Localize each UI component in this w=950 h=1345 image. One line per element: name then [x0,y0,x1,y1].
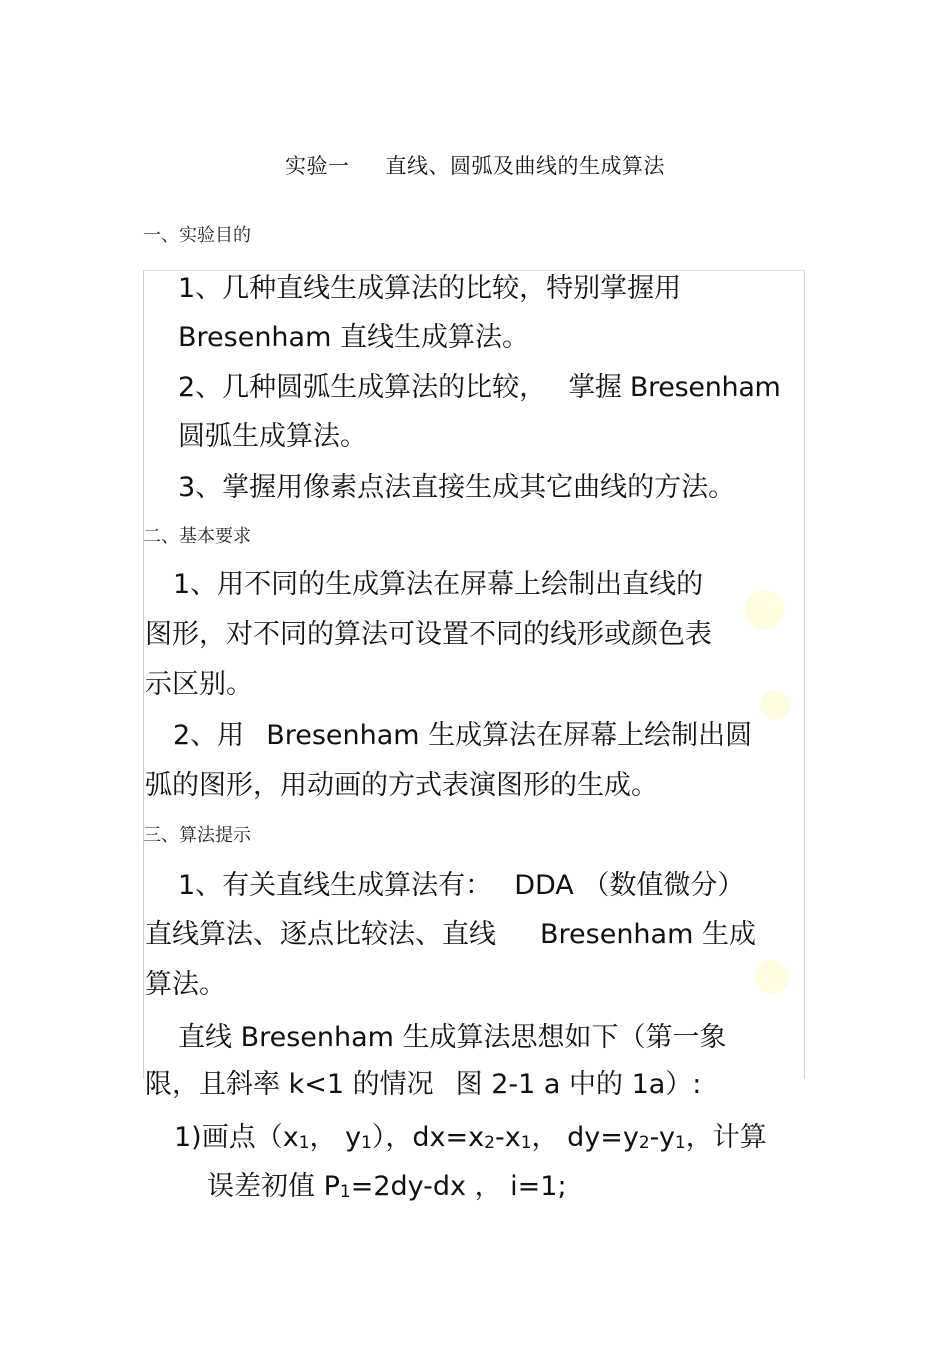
requirements-line-1: 1、用不同的生成算法在屏幕上绘制出直线的 [173,569,704,600]
purpose-line-5: 3、掌握用像素点法直接生成其它曲线的方法。 [178,472,736,503]
step1-text-f: -y [649,1122,675,1153]
step2-text-b: =2dy-dx ， i=1; [350,1171,567,1202]
page-title [0,150,950,180]
hints-line-1 [178,869,744,903]
step1-text-e: ， dy=y [531,1122,639,1153]
step1-sub-x1: 1 [298,1133,310,1153]
purpose-line-3a: 2、几种圆弧生成算法的比较， [178,372,547,403]
purpose-line-4: 圆弧生成算法。 [178,421,367,452]
hints-line-2b: Bresenham 生成 [540,919,756,950]
hints-line-1b: DDA （数值微分） [514,870,745,901]
section-heading-purpose: 一、实验目的 [143,225,251,246]
hints-line-2a: 直线算法、逐点比较法、直线 [145,919,496,950]
purpose-line-3 [178,371,781,405]
algorithm-step-2 [207,1170,567,1209]
step1-text-a: 1)画点（x [174,1122,299,1153]
hints-line-5 [145,1068,701,1102]
hints-line-4: 直线 Bresenham 生成算法思想如下（第一象 [178,1022,727,1053]
purpose-line-2: Bresenham 直线生成算法。 [178,322,529,353]
hints-line-3: 算法。 [145,969,226,1000]
hints-line-1a: 1、有关直线生成算法有： [178,870,493,901]
hints-line-5a: 限，且斜率 k<1 的情况 [145,1069,434,1100]
title-part-2: 直线、圆弧及曲线的生成算法 [385,154,665,178]
step1-sub-x1b: 1 [520,1133,532,1153]
step1-sub-y1: 1 [361,1133,372,1153]
title-part-1: 实验一 [285,154,350,178]
requirements-line-3: 示区别。 [145,669,253,700]
hints-line-5b: 图 2-1 a 中的 1a）: [455,1069,702,1100]
requirements-line-4a: 2、用 [173,720,245,751]
requirements-line-5: 弧的图形，用动画的方式表演图形的生成。 [145,770,658,801]
step1-sub-y2: 2 [638,1133,650,1153]
step2-sub-p1: 1 [339,1182,351,1202]
step1-text-c: ），dx=x [371,1122,485,1153]
step1-text-b: ， y [309,1122,362,1153]
step1-text-g: ，计算 [685,1122,767,1153]
requirements-line-2: 图形，对不同的算法可设置不同的线形或颜色表 [145,619,712,650]
step2-text-a: 误差初值 P [207,1171,340,1202]
requirements-line-4 [173,719,752,753]
section-heading-hints: 三、算法提示 [143,825,251,846]
hints-line-2 [145,918,756,952]
algorithm-step-1 [174,1121,767,1160]
section-heading-requirements: 二、基本要求 [143,526,251,547]
step1-text-d: -x [494,1122,521,1153]
step1-sub-x2: 2 [484,1133,495,1153]
purpose-line-3b: 掌握 Bresenham [568,372,781,403]
purpose-line-1: 1、几种直线生成算法的比较，特别掌握用 [178,273,682,304]
step1-sub-y1b: 1 [674,1133,686,1153]
requirements-line-4b: Bresenham 生成算法在屏幕上绘制出圆 [266,720,753,751]
